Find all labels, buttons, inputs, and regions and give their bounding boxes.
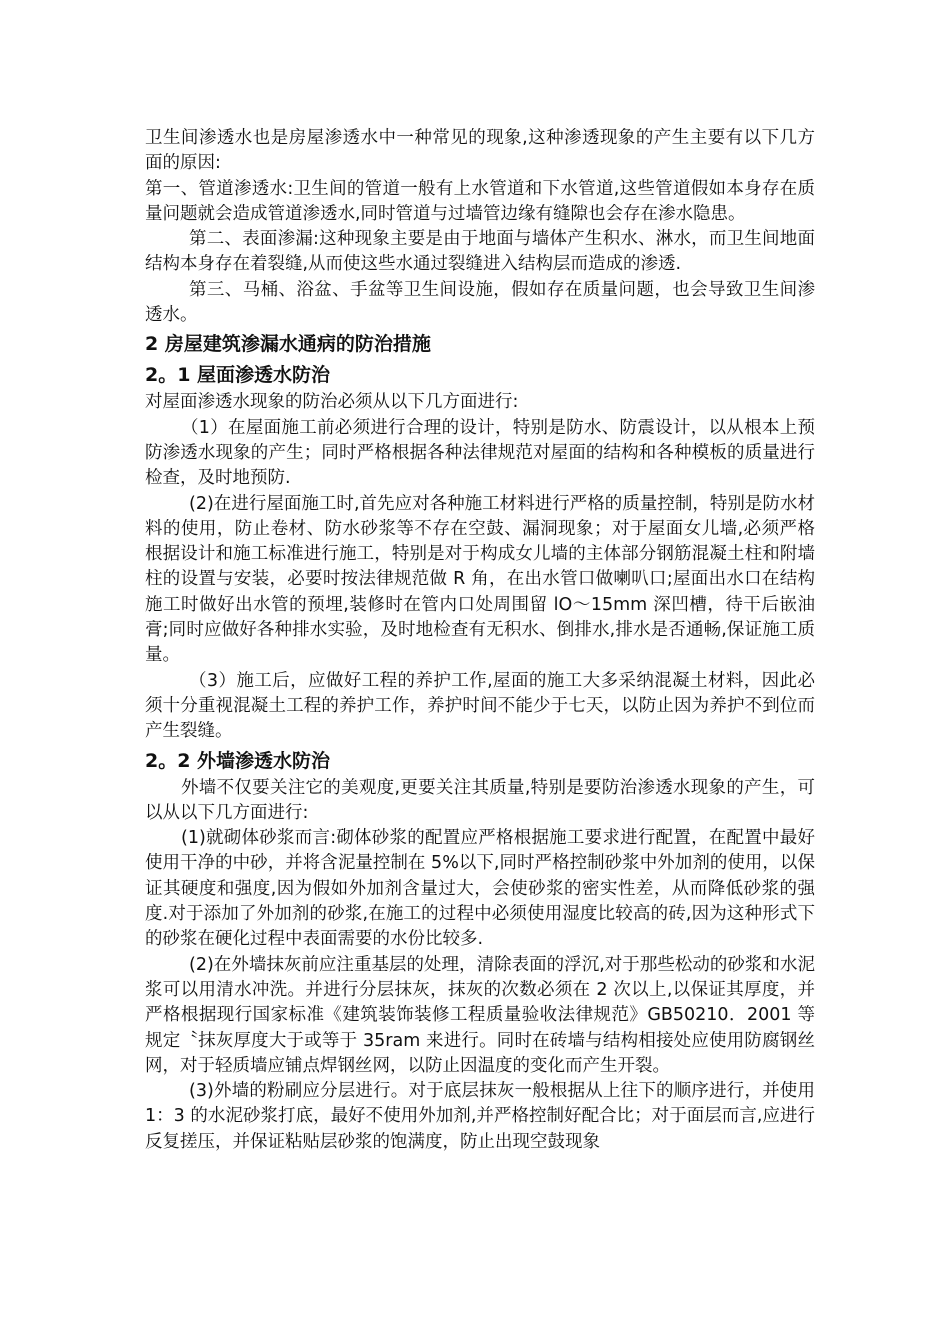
paragraph-roof-item-3: （3）施工后，应做好工程的养护工作,屋面的施工大多采纳混凝土材料，因此必须十分重视混凝土工程的养护工作，养护时间不能少于七天，以防止因为养护不到位而产生裂缝。 xyxy=(145,670,815,742)
paragraph-bathroom-point-3: 第三、马桶、浴盆、手盆等卫生间设施，假如存在质量问题，也会导致卫生间渗透水。 xyxy=(145,279,815,326)
paragraph-roof-intro: 对屋面渗透水现象的防治必须从以下几方面进行: xyxy=(145,392,519,413)
heading-section-2-1: 2。1 屋面渗透水防治 xyxy=(145,364,331,387)
heading-section-2: 2 房屋建筑渗漏水通病的防治措施 xyxy=(145,333,431,356)
heading-section-2-2: 2。2 外墙渗透水防治 xyxy=(145,749,331,772)
paragraph-bathroom-intro: 卫生间渗透水也是房屋渗透水中一种常见的现象,这种渗透现象的产生主要有以下几方面的原因: xyxy=(145,128,815,174)
paragraph-wall-intro: 外墙不仅要关注它的美观度,更要关注其质量,特别是要防治渗透水现象的产生，可以从以下几方面进行: xyxy=(145,777,815,823)
document-page xyxy=(145,126,815,1155)
paragraph-wall-item-3: (3)外墙的粉刷应分层进行。对于底层抹灰一般根据从上往下的顺序进行，并使用 1：3 的水泥砂浆打底，最好不使用外加剂,并严格控制好配合比；对于面层而言,应进行反复搓压，并保证粘贴层砂浆的饱满度，防止出现空鼓现象 xyxy=(145,1081,815,1152)
paragraph-roof-item-1: （1）在屋面施工前必须进行合理的设计，特别是防水、防震设计，以从根本上预防渗透水现象的产生；同时严格根据各种法律规范对屋面的结构和各种模板的质量进行检查，及时地预防. xyxy=(145,417,815,489)
paragraph-wall-item-1: (1)就砌体砂浆而言:砌体砂浆的配置应严格根据施工要求进行配置，在配置中最好使用干净的中砂，并将含泥量控制在 5%以下,同时严格控制砂浆中外加剂的使用，以保证其硬度和强度,因为假如外加剂含量过大，会使砂浆的密实性差，从而降低砂浆的强度.对于添加了外加剂的砂浆,在施工的过程中必须使用湿度比较高的砖,因为这种形式下的砂浆在硬化过程中表面需要的水份比较多. xyxy=(145,828,815,950)
paragraph-roof-item-2: (2)在进行屋面施工时,首先应对各种施工材料进行严格的质量控制，特别是防水材料的使用，防止卷材、防水砂浆等不存在空鼓、漏洞现象；对于屋面女儿墙,必须严格根据设计和施工标准进行施工，特别是对于构成女儿墙的主体部分钢筋混凝土柱和附墙柱的设置与安装，必要时按法律规范做 R 角，在出水管口做喇叭口;屋面出水口在结构施工时做好出水管的预埋,装修时在管内口处周围留 lO～15mm 深凹槽，待干后嵌油膏;同时应做好各种排水实验，及时地检查有无积水、倒排水,排水是否通畅,保证施工质量。 xyxy=(145,493,815,666)
paragraph-bathroom-point-1: 第一、管道渗透水:卫生间的管道一般有上水管道和下水管道,这些管道假如本身存在质量问题就会造成管道渗透水,同时管道与过墙管边缘有缝隙也会存在渗水隐患。 xyxy=(145,178,815,224)
paragraph-bathroom-point-2: 第二、表面渗漏:这种现象主要是由于地面与墙体产生积水、淋水，而卫生间地面结构本身存在着裂缝,从而使这些水通过裂缝进入结构层而造成的渗透. xyxy=(145,229,815,275)
paragraph-wall-item-2: (2)在外墙抹灰前应注重基层的处理，清除表面的浮沉,对于那些松动的砂浆和水泥浆可以用清水冲洗。并进行分层抹灰，抹灰的次数必须在 2 次以上,以保证其厚度，并严格根据现行国家标准《建筑装饰装修工程质量验收法律规范》GB50210．2001 等规定〝抹灰厚度大于或等于 35ram 来进行。同时在砖墙与结构相接处应使用防腐钢丝网，对于轻质墙应铺点焊钢丝网，以防止因温度的变化而产生开裂。 xyxy=(145,954,815,1076)
